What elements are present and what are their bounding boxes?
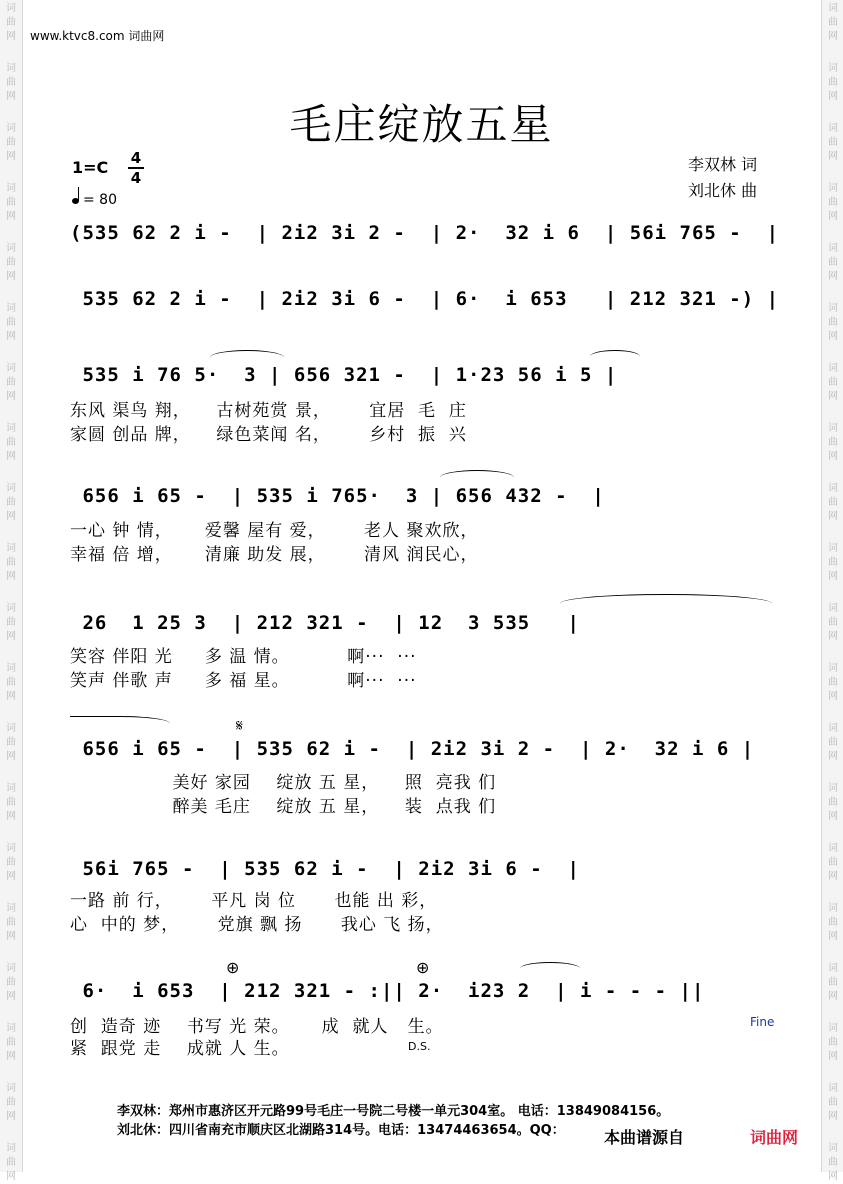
lyric-line-verse1: 创 造奇 迹 书写 光 荣。 成 就人 生。 (70, 1017, 444, 1037)
watermark-text: 词 曲 网 (828, 1083, 838, 1122)
slur-mark (210, 350, 284, 365)
watermark-text: 词 曲 网 (828, 543, 838, 582)
watermark-text: 词 曲 网 (6, 303, 16, 342)
watermark-text: 词 曲 网 (828, 63, 838, 102)
watermark-text: 词 曲 网 (828, 903, 838, 942)
notation-line: 26 1 25 3 | 212 321 - | 12 3 535 | (70, 612, 580, 634)
watermark-text: 词 曲 网 (828, 363, 838, 402)
watermark-text: 词 曲 网 (6, 243, 16, 282)
watermark-text: 词 曲 网 (828, 183, 838, 222)
key-signature: 1=C (72, 158, 109, 177)
coda-icon: ⊕ (226, 958, 240, 977)
lyric-line-verse1: 一路 前 行， 平凡 岗 位 也能 出 彩， (70, 891, 438, 911)
segno-icon: 𝄋 (236, 716, 243, 735)
time-signature (128, 150, 144, 186)
brand-logo[interactable]: 词曲网 (750, 1128, 799, 1147)
lyric-line-verse2: 笑声 伴歌 声 多 福 星。 啊··· ··· (70, 671, 417, 691)
watermark-text: 词 曲 网 (6, 963, 16, 1002)
time-bottom: 4 (130, 169, 142, 187)
left-watermark-strip (0, 0, 23, 1182)
notation-line: 535 62 2 i - | 2i2 3i 6 - | 6· i 653 | 212 321 -) | (70, 288, 780, 310)
composer-credit: 刘北休 曲 (688, 181, 758, 200)
lyric-line-verse1: 东风 渠鸟 翔， 古树苑赏 景， 宜居 毛 庄 (70, 401, 467, 421)
watermark-text: 词 曲 网 (6, 363, 16, 402)
watermark-text: 词 曲 网 (828, 3, 838, 42)
watermark-text: 词 曲 网 (6, 783, 16, 822)
watermark-text: 词 曲 网 (6, 723, 16, 762)
slur-mark (520, 962, 580, 975)
watermark-text: 词 曲 网 (6, 63, 16, 102)
watermark-text: 词 曲 网 (6, 3, 16, 42)
watermark-text: 词 曲 网 (828, 243, 838, 282)
lyric-line-verse1: 一心 钟 情， 爱馨 屋有 爱， 老人 聚欢欣， (70, 521, 479, 541)
quarter-note-icon (72, 198, 79, 204)
watermark-text: 词 曲 网 (828, 723, 838, 762)
watermark-text: 词 曲 网 (828, 1143, 838, 1182)
lyric-line-verse1: 笑容 伴阳 光 多 温 情。 啊··· ··· (70, 647, 417, 667)
page-title: 毛庄绽放五星 (289, 100, 554, 149)
watermark-text: 词 曲 网 (6, 603, 16, 642)
notation-line: 656 i 65 - | 535 i 765· 3 | 656 432 - | (70, 485, 605, 507)
watermark-text: 词 曲 网 (828, 663, 838, 702)
watermark-text: 词 曲 网 (6, 183, 16, 222)
time-top: 4 (130, 149, 142, 167)
lyricist-credit: 李双林 词 (688, 155, 758, 174)
lyric-line-verse2: 家圆 创品 牌， 绿色菜闻 名， 乡村 振 兴 (70, 425, 467, 445)
lyric-line-verse2: 幸福 倍 增， 清廉 助发 展， 清风 润民心， (70, 545, 479, 565)
fine-mark: Fine (750, 1015, 775, 1029)
watermark-text: 词 曲 网 (828, 123, 838, 162)
watermark-text: 词 曲 网 (828, 603, 838, 642)
watermark-text: 词 曲 网 (6, 663, 16, 702)
slur-mark (590, 350, 640, 363)
ds-mark: D.S. (408, 1040, 431, 1053)
tempo-value: = 80 (83, 192, 117, 208)
watermark-text: 词 曲 网 (6, 843, 16, 882)
watermark-text: 词 曲 网 (6, 1083, 16, 1122)
watermark-text: 词 曲 网 (6, 483, 16, 522)
right-watermark-strip (821, 0, 843, 1182)
watermark-text: 词 曲 网 (6, 123, 16, 162)
lyric-line-verse2: 醉美 毛庄 绽放 五 星， 装 点我 们 (70, 797, 497, 817)
notation-line: 56i 765 - | 535 62 i - | 2i2 3i 6 - | (70, 858, 580, 880)
tempo-mark (72, 192, 117, 208)
watermark-text: 词 曲 网 (828, 963, 838, 1002)
lyric-line-verse2: 心 中的 梦， 党旗 飘 扬 我心 飞 扬， (70, 915, 444, 935)
lyric-line-verse1: 美好 家园 绽放 五 星， 照 亮我 们 (70, 773, 497, 793)
watermark-text: 词 曲 网 (828, 1023, 838, 1062)
lyric-line-verse2: 紧 跟党 走 成就 人 生。 (70, 1039, 290, 1059)
notation-line: 656 i 65 - | 535 62 i - | 2i2 3i 2 - | 2· 32 i 6 | (70, 738, 755, 760)
watermark-text: 词 曲 网 (6, 1023, 16, 1062)
watermark-text: 词 曲 网 (828, 423, 838, 462)
composer-contact: 刘北休：四川省南充市顺庆区北湖路314号。电话：13474463654。QQ： (117, 1123, 565, 1138)
coda-icon: ⊕ (416, 958, 430, 977)
notation-line: 535 i 76 5· 3 | 656 321 - | 1·23 56 i 5 | (70, 364, 618, 386)
watermark-text: 词 曲 网 (6, 903, 16, 942)
watermark-text: 词 曲 网 (828, 843, 838, 882)
source-label: 本曲谱源自 (604, 1128, 685, 1147)
notation-line: (535 62 2 i - | 2i2 3i 2 - | 2· 32 i 6 | 56i 765 - | (70, 222, 780, 244)
watermark-text: 词 曲 网 (828, 483, 838, 522)
watermark-text: 词 曲 网 (828, 303, 838, 342)
lyricist-contact: 李双林：郑州市惠济区开元路99号毛庄一号院二号楼一单元304室。 电话：13849084156。 (117, 1104, 670, 1119)
watermark-text: 词 曲 网 (6, 1143, 16, 1182)
slur-mark (70, 716, 170, 731)
watermark-text: 词 曲 网 (828, 783, 838, 822)
site-url: www.ktvc8.com 词曲网 (30, 29, 165, 43)
slur-mark (440, 470, 514, 485)
watermark-text: 词 曲 网 (6, 543, 16, 582)
notation-line: 6· i 653 | 212 321 - :|| 2· i23 2 | i - - - || (70, 980, 705, 1002)
watermark-text: 词 曲 网 (6, 423, 16, 462)
slur-mark (560, 594, 772, 613)
